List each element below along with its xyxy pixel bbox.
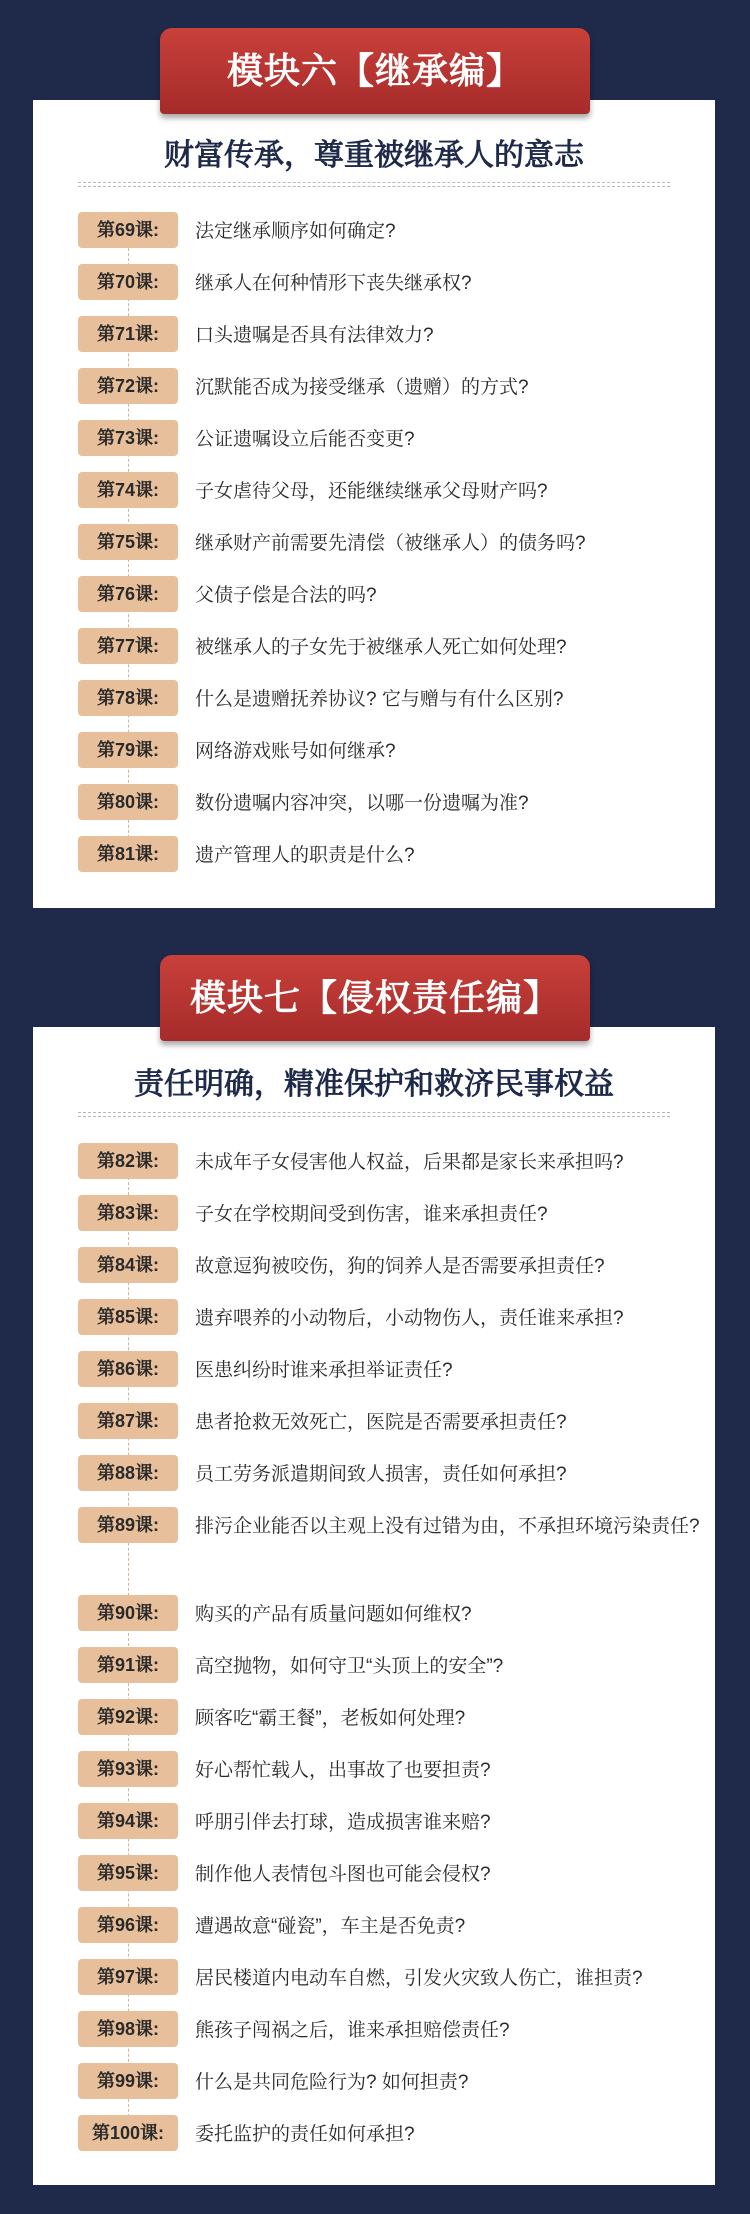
lesson-question: 子女虐待父母，还能继续继承父母财产吗? [195, 481, 548, 502]
lesson-question: 排污企业能否以主观上没有过错为由，不承担环境污染责任? [195, 1516, 700, 1537]
lesson-number-badge: 第97课: [78, 1959, 178, 1995]
lesson-question: 故意逗狗被咬伤，狗的饲养人是否需要承担责任? [195, 1256, 605, 1277]
lesson-question: 员工劳务派遣期间致人损害，责任如何承担? [195, 1464, 567, 1485]
lesson-question: 什么是共同危险行为? 如何担责? [195, 2072, 469, 2093]
lesson-number-badge: 第98课: [78, 2011, 178, 2047]
module-six-subtitle: 财富传承，尊重被继承人的意志 [164, 138, 584, 173]
lesson-number-badge: 第78课: [78, 680, 178, 716]
module-seven-card [33, 1027, 715, 2185]
lesson-number-badge: 第79课: [78, 732, 178, 768]
lesson-question: 数份遗嘱内容冲突，以哪一份遗嘱为准? [195, 793, 529, 814]
lesson-number-badge: 第86课: [78, 1351, 178, 1387]
lesson-number-badge: 第88课: [78, 1455, 178, 1491]
lesson-question: 熊孩子闯祸之后，谁来承担赔偿责任? [195, 2020, 510, 2041]
module-seven-subtitle: 责任明确，精准保护和救济民事权益 [134, 1067, 614, 1102]
lesson-question: 子女在学校期间受到伤害，谁来承担责任? [195, 1204, 548, 1225]
lesson-number-badge: 第71课: [78, 316, 178, 352]
lesson-question: 继承人在何种情形下丧失继承权? [195, 273, 472, 294]
lesson-question: 遗弃喂养的小动物后，小动物伤人，责任谁来承担? [195, 1308, 624, 1329]
lesson-question: 遗产管理人的职责是什么? [195, 845, 415, 866]
lesson-question: 居民楼道内电动车自燃，引发火灾致人伤亡，谁担责? [195, 1968, 643, 1989]
lesson-question: 被继承人的子女先于被继承人死亡如何处理? [195, 637, 567, 658]
lesson-number-badge: 第91课: [78, 1647, 178, 1683]
lesson-question: 网络游戏账号如何继承? [195, 741, 396, 762]
lesson-question: 患者抢救无效死亡，医院是否需要承担责任? [195, 1412, 567, 1433]
module-six-title-banner: 模块六【继承编】 [160, 28, 590, 114]
lesson-number-badge: 第74课: [78, 472, 178, 508]
lesson-number-badge: 第90课: [78, 1595, 178, 1631]
lesson-number-badge: 第80课: [78, 784, 178, 820]
lesson-number-badge: 第100课: [78, 2115, 178, 2151]
lesson-number-badge: 第85课: [78, 1299, 178, 1335]
lesson-number-badge: 第99课: [78, 2063, 178, 2099]
lesson-question: 继承财产前需要先清偿（被继承人）的债务吗? [195, 533, 586, 554]
lesson-question: 呼朋引伴去打球，造成损害谁来赔? [195, 1812, 491, 1833]
lesson-number-badge: 第73课: [78, 420, 178, 456]
lesson-number-badge: 第76课: [78, 576, 178, 612]
lesson-number-badge: 第70课: [78, 264, 178, 300]
lesson-number-badge: 第77课: [78, 628, 178, 664]
module-six-card [33, 100, 715, 908]
lesson-question: 高空抛物，如何守卫“头顶上的安全”? [195, 1656, 504, 1677]
lesson-question: 购买的产品有质量问题如何维权? [195, 1604, 472, 1625]
lesson-question: 医患纠纷时谁来承担举证责任? [195, 1360, 453, 1381]
lesson-question: 沉默能否成为接受继承（遗赠）的方式? [195, 377, 529, 398]
lesson-number-badge: 第94课: [78, 1803, 178, 1839]
lesson-number-badge: 第92课: [78, 1699, 178, 1735]
lesson-question: 公证遗嘱设立后能否变更? [195, 429, 415, 450]
lesson-question: 口头遗嘱是否具有法律效力? [195, 325, 434, 346]
lesson-question: 顾客吃“霸王餐”，老板如何处理? [195, 1708, 466, 1729]
lesson-number-badge: 第84课: [78, 1247, 178, 1283]
lesson-number-badge: 第72课: [78, 368, 178, 404]
lesson-question: 父债子偿是合法的吗? [195, 585, 377, 606]
lesson-number-badge: 第81课: [78, 836, 178, 872]
lesson-number-badge: 第89课: [78, 1507, 178, 1543]
lesson-question: 遭遇故意“碰瓷”，车主是否免责? [195, 1916, 466, 1937]
module-six-divider [78, 182, 670, 187]
lesson-number-badge: 第93课: [78, 1751, 178, 1787]
lesson-question: 制作他人表情包斗图也可能会侵权? [195, 1864, 491, 1885]
module-seven-divider [78, 1112, 670, 1117]
lesson-question: 法定继承顺序如何确定? [195, 221, 396, 242]
module-seven-title-banner: 模块七【侵权责任编】 [160, 955, 590, 1041]
lesson-number-badge: 第83课: [78, 1195, 178, 1231]
lesson-question: 委托监护的责任如何承担? [195, 2124, 415, 2145]
lesson-number-badge: 第95课: [78, 1855, 178, 1891]
lesson-question: 未成年子女侵害他人权益，后果都是家长来承担吗? [195, 1152, 624, 1173]
lesson-number-badge: 第96课: [78, 1907, 178, 1943]
lesson-question: 好心帮忙载人，出事故了也要担责? [195, 1760, 491, 1781]
lesson-number-badge: 第87课: [78, 1403, 178, 1439]
lesson-number-badge: 第82课: [78, 1143, 178, 1179]
lesson-question: 什么是遗赠抚养协议? 它与赠与有什么区别? [195, 689, 564, 710]
lesson-number-badge: 第75课: [78, 524, 178, 560]
lesson-number-badge: 第69课: [78, 212, 178, 248]
